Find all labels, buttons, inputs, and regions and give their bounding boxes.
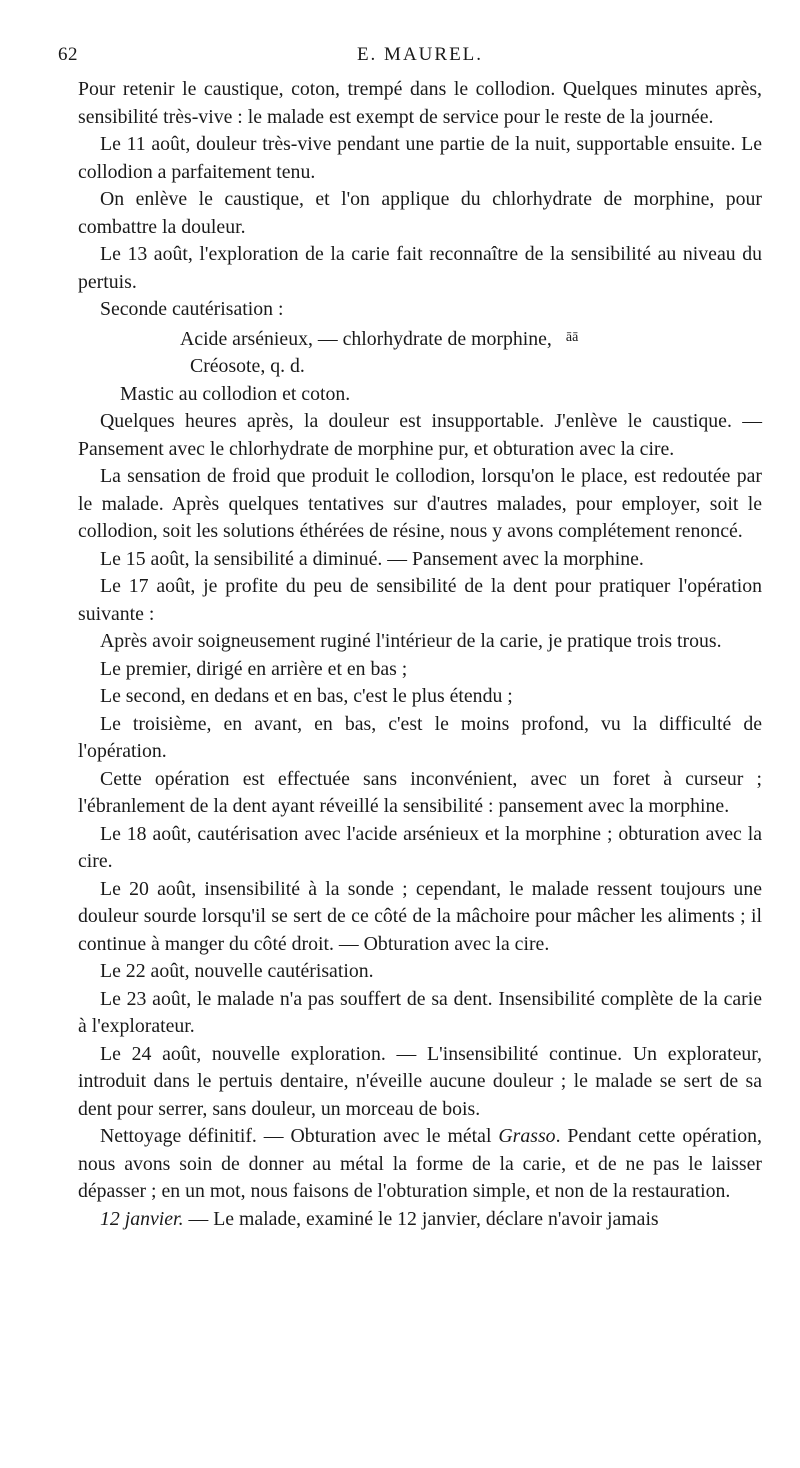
paragraph: Le 24 août, nouvelle exploration. — L'insensibilité continue. Un explorateur, introduit dans le pertuis dentaire, n'éveille aucune douleur ; le malade se sert de sa dent pour serrer, sans douleur, un morceau de bois.	[78, 1042, 762, 1120]
paragraph: Pour retenir le caustique, coton, trempé dans le collodion. Quelques minutes après, sensibilité très-vive : le malade est exempt de service pour le reste de la journée.	[78, 78, 762, 128]
paragraph-last	[78, 1206, 762, 1234]
page-number: 62	[58, 44, 78, 65]
paragraph: Le 18 août, cautérisation avec l'acide arsénieux et la morphine ; obturation avec la cire.	[78, 822, 762, 872]
running-head-author: E. MAUREL.	[356, 44, 484, 65]
prescription-block	[78, 324, 762, 409]
prescription-line	[78, 324, 762, 354]
paragraph: Le 13 août, l'exploration de la carie fait reconnaître de la sensibilité au niveau du pertuis.	[78, 243, 762, 293]
paragraph: Quelques heures après, la douleur est insupportable. J'enlève le caustique. — Pansement avec le chlorhydrate de morphine pur, et obturation avec la cire.	[78, 410, 762, 460]
paragraph: La sensation de froid que produit le collodion, lorsqu'on le place, est redoutée par le malade. Après quelques tentatives sur d'autres malades, pour employer, soit le collodion, soit les solutions éthérées de résine, nous y avons complétement renoncé.	[78, 465, 762, 542]
text-run: . Pendant cette opération, nous avons soin de donner au métal la forme de la carie, et de ne pas le laisser dépasser ; en un mot, nous faisons de l'obturation simple, et non de la restauration.	[78, 1125, 762, 1202]
body-text	[78, 76, 762, 1233]
paragraph: Cette opération est effectuée sans inconvénient, avec un foret à curseur ; l'ébranlement de la dent ayant réveillé la sensibilité : pansement avec la morphine.	[78, 767, 762, 817]
prescription-line: Mastic au collodion et coton.	[120, 382, 351, 405]
prescription-text: Acide arsénieux, — chlorhydrate de morphine,	[180, 327, 552, 350]
prescription-mark: āā	[565, 329, 579, 345]
paragraph: Le 17 août, je profite du peu de sensibilité de la dent pour pratiquer l'opération suivante :	[78, 575, 762, 625]
paragraph: Seconde cautérisation :	[100, 298, 284, 320]
text-run: Nettoyage définitif. — Obturation avec le métal	[100, 1125, 499, 1147]
paragraph: Le 22 août, nouvelle cautérisation.	[100, 960, 374, 982]
paragraph: Le 15 août, la sensibilité a diminué. — Pansement avec la morphine.	[100, 547, 644, 570]
paragraph: Le troisième, en avant, en bas, c'est le moins profond, vu la difficulté de l'opération.	[78, 712, 762, 762]
paragraph: Le 11 août, douleur très-vive pendant une partie de la nuit, supportable ensuite. Le collodion a parfaitement tenu.	[78, 133, 762, 183]
paragraph-nettoyage	[78, 1123, 762, 1206]
date-italic: 12 janvier.	[100, 1207, 184, 1230]
prescription-line: Créosote, q. d.	[190, 355, 305, 377]
paragraph: On enlève le caustique, et l'on applique du chlorhydrate de morphine, pour combattre la douleur.	[78, 188, 762, 238]
text-run: — Le malade, examiné le 12 janvier, déclare n'avoir jamais	[183, 1207, 659, 1230]
paragraph: Le second, en dedans et en bas, c'est le plus étendu ;	[100, 685, 513, 707]
paragraph: Le 23 août, le malade n'a pas souffert de sa dent. Insensibilité complète de la carie à l'explorateur.	[78, 987, 762, 1037]
running-head	[58, 36, 762, 76]
paragraph: Après avoir soigneusement ruginé l'intérieur de la carie, je pratique trois trous.	[100, 630, 722, 652]
paragraph: Le 20 août, insensibilité à la sonde ; cependant, le malade ressent toujours une douleur sourde lorsqu'il se sert de ce côté de la mâchoire pour mâcher les aliments ; il continue à manger du côté droit. — Obturation avec la cire.	[78, 877, 762, 955]
italic-run: Grasso	[498, 1125, 556, 1147]
paragraph: Le premier, dirigé en arrière et en bas ;	[100, 657, 408, 680]
